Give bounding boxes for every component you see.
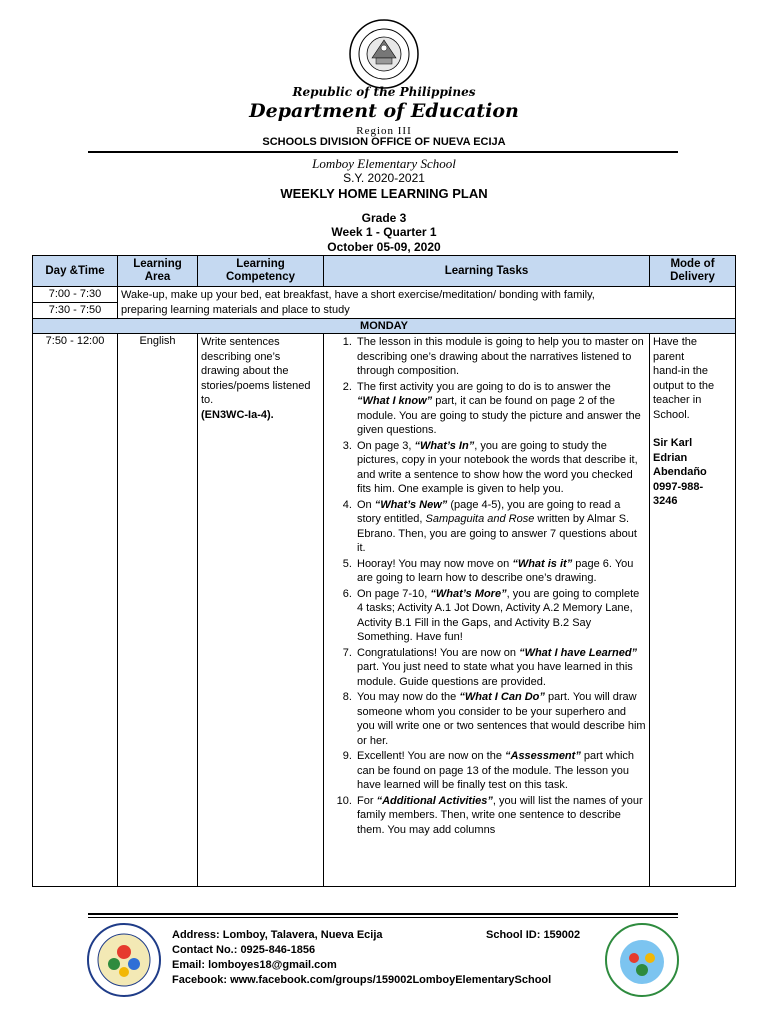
task-highlight: “Additional Activities”: [376, 794, 493, 807]
routine-time-2: 7:30 - 7:50: [33, 303, 118, 319]
task-item: [355, 646, 646, 690]
lesson-competency: [198, 334, 324, 887]
task-text: On page 3,: [357, 439, 415, 452]
day-label: MONDAY: [33, 319, 736, 334]
table-header-row: [33, 256, 736, 287]
mode-line: parent: [653, 350, 685, 363]
teacher-name-line: Edrian: [653, 451, 688, 464]
task-text: The lesson in this module is going to help you to master on describing one’s drawing about the narratives listened to through composition.: [357, 336, 644, 377]
footer-facebook: Facebook: www.facebook.com/groups/159002LomboyElementarySchool: [172, 974, 552, 986]
footer-address: Address: Lomboy, Talavera, Nueva Ecija: [172, 929, 383, 941]
routine-time-1: 7:00 - 7:30: [33, 287, 118, 303]
teacher-phone-line: 3246: [653, 495, 678, 507]
lesson-mode: [650, 334, 736, 887]
school-year: S.Y. 2020-2021: [343, 171, 425, 185]
mode-line: School.: [653, 408, 690, 421]
teacher-phone-line: 0997-988-: [653, 480, 704, 493]
deped-seal-logo: [348, 18, 420, 90]
header-divider: [88, 151, 678, 153]
task-item: [355, 439, 646, 497]
task-text: written by Almar S. Ebrano. Then, you are going to answer 7 questions about it.: [357, 513, 637, 554]
task-text: Hooray! You may now move on: [357, 557, 513, 570]
col-header-learning-area: Learning Area: [118, 256, 198, 287]
task-text: (page 4-5), you are going to read a story entitled,: [357, 498, 621, 525]
footer-school-id: School ID: 159002: [486, 929, 581, 941]
task-text: part, it can be found on page 2 of the module. You are going to study the picture and answer the given questions.: [357, 395, 641, 436]
task-text: On page 7-10,: [357, 587, 431, 600]
task-highlight: “What’s More”: [430, 587, 507, 600]
footer-divider-thin: [88, 917, 678, 918]
republic-heading: Republic of the Philippines: [292, 85, 476, 99]
col-header-learning-tasks: Learning Tasks: [324, 256, 650, 287]
task-text: page 6. You are going to learn how to describe one’s drawing.: [357, 557, 634, 584]
task-item: [355, 498, 646, 556]
task-text: part which can be found on page 13 of the module. The lesson you have learned will be finally test on this task.: [357, 750, 635, 791]
footer-contact: Contact No.: 0925-846-1856: [172, 944, 316, 956]
mode-instructions: [653, 335, 732, 422]
department-heading: Department of Education: [249, 100, 519, 122]
mode-line: teacher in: [653, 394, 702, 406]
footer-email: Email: lomboyes18@gmail.com: [172, 959, 337, 971]
task-item: [355, 380, 646, 438]
competency-text: Write sentences describing one’s drawing about the stories/poems listened to.: [201, 336, 311, 406]
task-text: , you are going to study the pictures, copy in your notebook the words that describe it, and write a sentence to show how the word you checked fits him. One example is given to help you.: [357, 439, 638, 495]
task-item: [355, 794, 646, 838]
lesson-tasks: [324, 334, 650, 887]
competency-code: (EN3WC-Ia-4).: [201, 408, 274, 421]
teacher-name-line: Abendaño: [653, 466, 707, 478]
col-header-learning-competency: Learning Competency: [198, 256, 324, 287]
task-text: On: [357, 498, 375, 511]
lesson-time: 7:50 - 12:00: [33, 334, 118, 887]
routine-row-1: [33, 287, 736, 303]
task-highlight: “What I have Learned”: [519, 646, 638, 659]
school-logo: [86, 922, 162, 998]
teacher-name: [653, 436, 732, 480]
routine-text-line-1: Wake-up, make up your bed, eat breakfast, have a short exercise/meditation/ bonding with family,: [121, 289, 595, 301]
task-list: [327, 335, 646, 837]
teacher-phone: [653, 480, 732, 509]
story-title: Sampaguita and Rose: [425, 513, 535, 525]
task-highlight: “What’s New”: [374, 498, 448, 511]
task-item: [355, 557, 646, 586]
col-header-mode-of-delivery: Mode of Delivery: [650, 256, 736, 287]
task-item: [355, 690, 646, 748]
mode-line: Have the: [653, 336, 698, 348]
routine-text-line-2: preparing learning materials and place to study: [121, 303, 350, 316]
task-highlight: “What I Can Do”: [459, 691, 545, 703]
routine-description: [118, 287, 736, 319]
task-text: Excellent! You are now on the: [357, 750, 505, 762]
child-friendly-school-logo: [604, 922, 680, 998]
lesson-row: [33, 334, 736, 887]
task-text: Congratulations! You are now on: [357, 646, 520, 659]
task-highlight: “What I know”: [357, 395, 433, 407]
teacher-name-line: Sir Karl: [653, 437, 693, 449]
school-name: Lomboy Elementary School: [312, 156, 456, 171]
task-item: [355, 749, 646, 793]
task-text: For: [357, 794, 377, 807]
division-heading: SCHOOLS DIVISION OFFICE OF NUEVA ECIJA: [262, 136, 506, 148]
task-text: The first activity you are going to do is to answer the: [357, 380, 611, 393]
day-row-monday: [33, 319, 736, 334]
mode-line: hand-in the: [653, 365, 709, 377]
footer-divider: [88, 913, 678, 915]
task-text: , you will list the names of your family members. Then, write one sentence to describe them. You may add columns: [357, 794, 643, 836]
lesson-area: English: [118, 334, 198, 887]
task-item: [355, 587, 646, 645]
task-text: part. You will draw someone whom you consider to be your superhero and you will write one or two sentences that would describe him or her.: [357, 691, 646, 747]
col-header-day-time: Day &Time: [33, 256, 118, 287]
task-text: You may now do the: [357, 691, 460, 703]
task-item: [355, 335, 646, 379]
task-highlight: “What’s In”: [414, 439, 475, 452]
learning-plan-table: [32, 255, 736, 887]
task-highlight: “Assessment”: [505, 750, 581, 762]
region-heading: Region III: [356, 125, 412, 137]
grade-level: Grade 3: [361, 211, 407, 225]
date-range: October 05-09, 2020: [327, 240, 441, 254]
week-quarter: Week 1 - Quarter 1: [331, 225, 437, 239]
task-text: , you are going to complete 4 tasks; Activity A.1 Jot Down, Activity A.2 Memory Lane, Activity B.1 Fill in the Gaps, and Activity B.2 Say Something. Have fun!: [357, 587, 640, 643]
mode-line: output to the: [653, 379, 715, 392]
plan-title: WEEKLY HOME LEARNING PLAN: [280, 186, 488, 201]
task-text: part. You just need to state what you have learned in this module. Guide questions are provided.: [357, 661, 633, 688]
task-highlight: “What is it”: [512, 557, 573, 570]
